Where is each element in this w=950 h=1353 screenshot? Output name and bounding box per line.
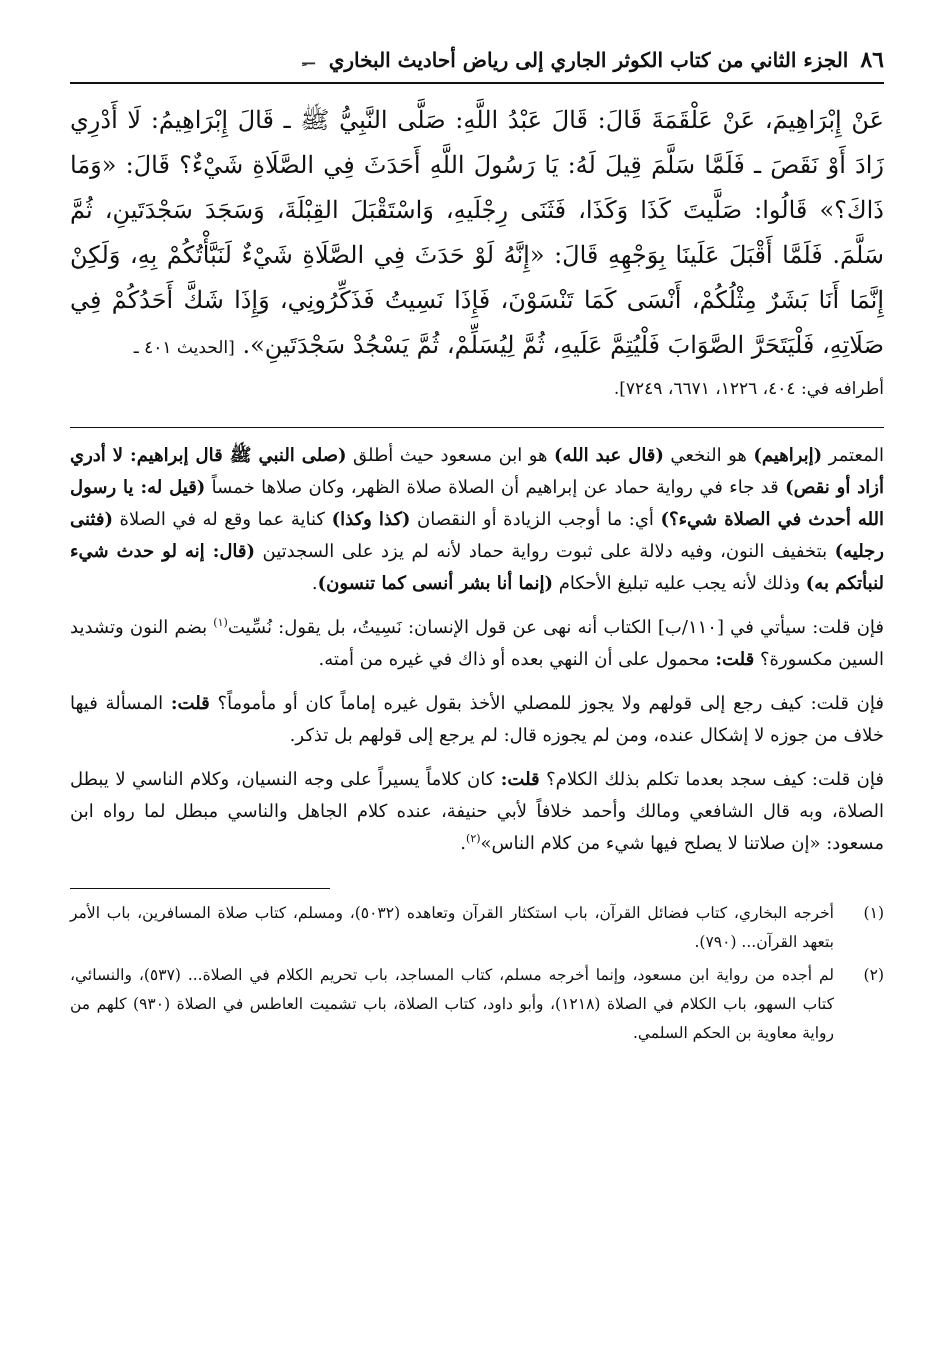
- header-ornament: ـــِ: [302, 52, 315, 68]
- comm-quote: (قال عبد الله): [554, 445, 664, 466]
- comm-text: المعتمر: [822, 445, 884, 466]
- comm-quote: (فثنى رجليه): [70, 509, 884, 562]
- comm-text: محمول على أن النهي بعده أو ذاك في غيره من أمته.: [318, 649, 716, 670]
- comm-quote: (قيل له: يا رسول الله أحدث في الصلاة شيء؟): [70, 477, 885, 530]
- footnote-2: [70, 961, 884, 1048]
- qult-label: قلت:: [170, 693, 210, 714]
- running-title: الجزء الثاني من كتاب الكوثر الجاري إلى رياض أحاديث البخاري: [328, 48, 849, 72]
- comm-quote: (صلى النبي ﷺ قال إبراهيم: لا أدري أزاد أو نقص): [70, 445, 884, 498]
- hadith-text: [70, 98, 884, 371]
- comm-text: قد جاء في رواية حماد عن إبراهيم أن الصلاة صلاة الظهر، وكان صلاها خمساً: [205, 477, 786, 498]
- commentary-paragraph-3: [70, 688, 884, 752]
- comm-text: فإن قلت: كيف سجد بعدما تكلم بذلك الكلام؟: [539, 769, 884, 790]
- hadith-atraf: أطرافه في: ٤٠٤، ١٢٢٦، ٦٦٧١، ٧٢٤٩].: [613, 379, 884, 399]
- commentary-paragraph-4: [70, 764, 884, 860]
- footnote-text: لم أجده من رواية ابن مسعود، وإنما أخرجه مسلم، كتاب المساجد، باب تحريم الكلام في الصلاة... (٥٣٧)، والنسائي، كتاب السهو، باب الكلام في الصلاة (١٢١٨)، وأبو داود، كتاب الصلاة، باب تشميت العاطس في الصلاة (٩٣٠) كلهم من رواية معاوية بن الحكم السلمي.: [70, 966, 834, 1042]
- hadith-reference: [الحديث ٤٠١ ـ: [133, 338, 235, 358]
- comm-text: أي: ما أوجب الزيادة أو النقصان: [410, 509, 661, 530]
- qult-label: قلت:: [715, 649, 755, 670]
- comm-text: .: [460, 833, 467, 854]
- footnote-1: [70, 899, 884, 957]
- comm-quote: (كذا وكذا): [331, 509, 411, 530]
- comm-text: .: [311, 573, 318, 594]
- comm-text: هو النخعي: [663, 445, 754, 466]
- footnote-number: (١): [863, 904, 884, 922]
- footnote-marker[interactable]: (٢): [466, 832, 481, 845]
- comm-text: فإن قلت: سيأتي في [١١٠/ب] الكتاب أنه نهى عن قول الإنسان: نَسِيتُ، بل يقول: نُسِّيت: [227, 617, 885, 638]
- comm-text: فإن قلت: كيف رجع إلى قولهم ولا يجوز للمصلي الأخذ بقول غيره إماماً كان أو مأموماً؟: [209, 693, 884, 714]
- hadith-body: عَنْ إِبْرَاهِيمَ، عَنْ عَلْقَمَةَ قَالَ: قَالَ عَبْدُ اللَّهِ: صَلَّى النَّبِيُّ ﷺ ـ قَالَ إِبْرَاهِيمُ: لَا أَدْرِي زَادَ أَوْ نَقَصَ ـ فَلَمَّا سَلَّمَ قِيلَ لَهُ: يَا رَسُولَ اللَّهِ أَحَدَثَ فِي الصَّلَاةِ شَيْءٌ؟ قَالَ: «وَمَا ذَاكَ؟» قَالُوا: صَلَّيتَ كَذَا وَكَذَا، فَثَنَى رِجْلَيهِ، وَاسْتَقْبَلَ القِبْلَةَ، وَسَجَدَ سَجْدَتَينِ، ثُمَّ سَلَّمَ. فَلَمَّا أَقْبَلَ عَلَينَا بِوَجْهِهِ قَالَ: «إِنَّهُ لَوْ حَدَثَ فِي الصَّلَاةِ شَيْءٌ لَنَبَّأْتُكُمْ بِهِ، وَلَكِنْ إِنَّمَا أَنَا بَشَرٌ مِثْلُكُمْ، أَنْسَى كَمَا تَنْسَوْنَ، فَإِذَا نَسِيتُ فَذَكِّرُونِي، وَإِذَا شَكَّ أَحَدُكُمْ فِي صَلَاتِهِ، فَلْيَتَحَرَّ الصَّوَابَ فَلْيُتِمَّ عَلَيهِ، ثُمَّ لِيُسَلِّمْ، ثُمَّ يَسْجُدْ سَجْدَتَينِ».: [70, 106, 884, 359]
- page-number: ٨٦: [860, 47, 884, 73]
- comm-quote: (إنما أنا بشر أنسى كما تنسون): [317, 573, 553, 594]
- page-header: [70, 38, 884, 84]
- section-divider: [70, 427, 884, 428]
- footnote-text: أخرجه البخاري، كتاب فضائل القرآن، باب استكثار القرآن وتعاهده (٥٠٣٢)، ومسلم، كتاب صلاة المسافرين، باب الأمر بتعهد القرآن... (٧٩٠).: [70, 904, 834, 951]
- commentary-paragraph-1: [70, 440, 884, 600]
- commentary-paragraph-2: [70, 612, 884, 676]
- comm-text: بتخفيف النون، وفيه دلالة على ثبوت رواية حماد لأنه لم يزد على السجدتين: [255, 541, 835, 562]
- comm-text: كناية عما وقع له في الصلاة: [113, 509, 332, 530]
- comm-text: وذلك لأنه يجب عليه تبليغ الأحكام: [552, 573, 806, 594]
- comm-text: المسألة فيها خلاف من جوزه لا إشكال عنده، ومن لم يجوزه قال: لم يرجع إلى قولهم بل تذكر.: [70, 693, 884, 746]
- comm-text: هو ابن مسعود حيث أطلق: [346, 445, 555, 466]
- comm-text: بضم النون وتشديد السين مكسورة؟: [70, 617, 884, 670]
- footnote-number: (٢): [863, 966, 884, 984]
- footnote-marker[interactable]: (١): [213, 616, 228, 629]
- qult-label: قلت:: [500, 769, 540, 790]
- comm-text: كان كلاماً يسيراً على وجه النسيان، وكلام الناسي لا يبطل الصلاة، وبه قال الشافعي ومالك وأحمد خلافاً لأبي حنيفة، عنده كلام الجاهل والناسي مبطل لما رواه ابن مسعود: «إن صلاتنا لا يصلح فيها شيء من كلام الناس»: [70, 769, 884, 854]
- comm-quote: (إبراهيم): [753, 445, 823, 466]
- book-page: [70, 38, 884, 1323]
- footnote-divider: [70, 888, 330, 889]
- comm-quote: (قال: إنه لو حدث شيء لنبأتكم به): [70, 541, 884, 594]
